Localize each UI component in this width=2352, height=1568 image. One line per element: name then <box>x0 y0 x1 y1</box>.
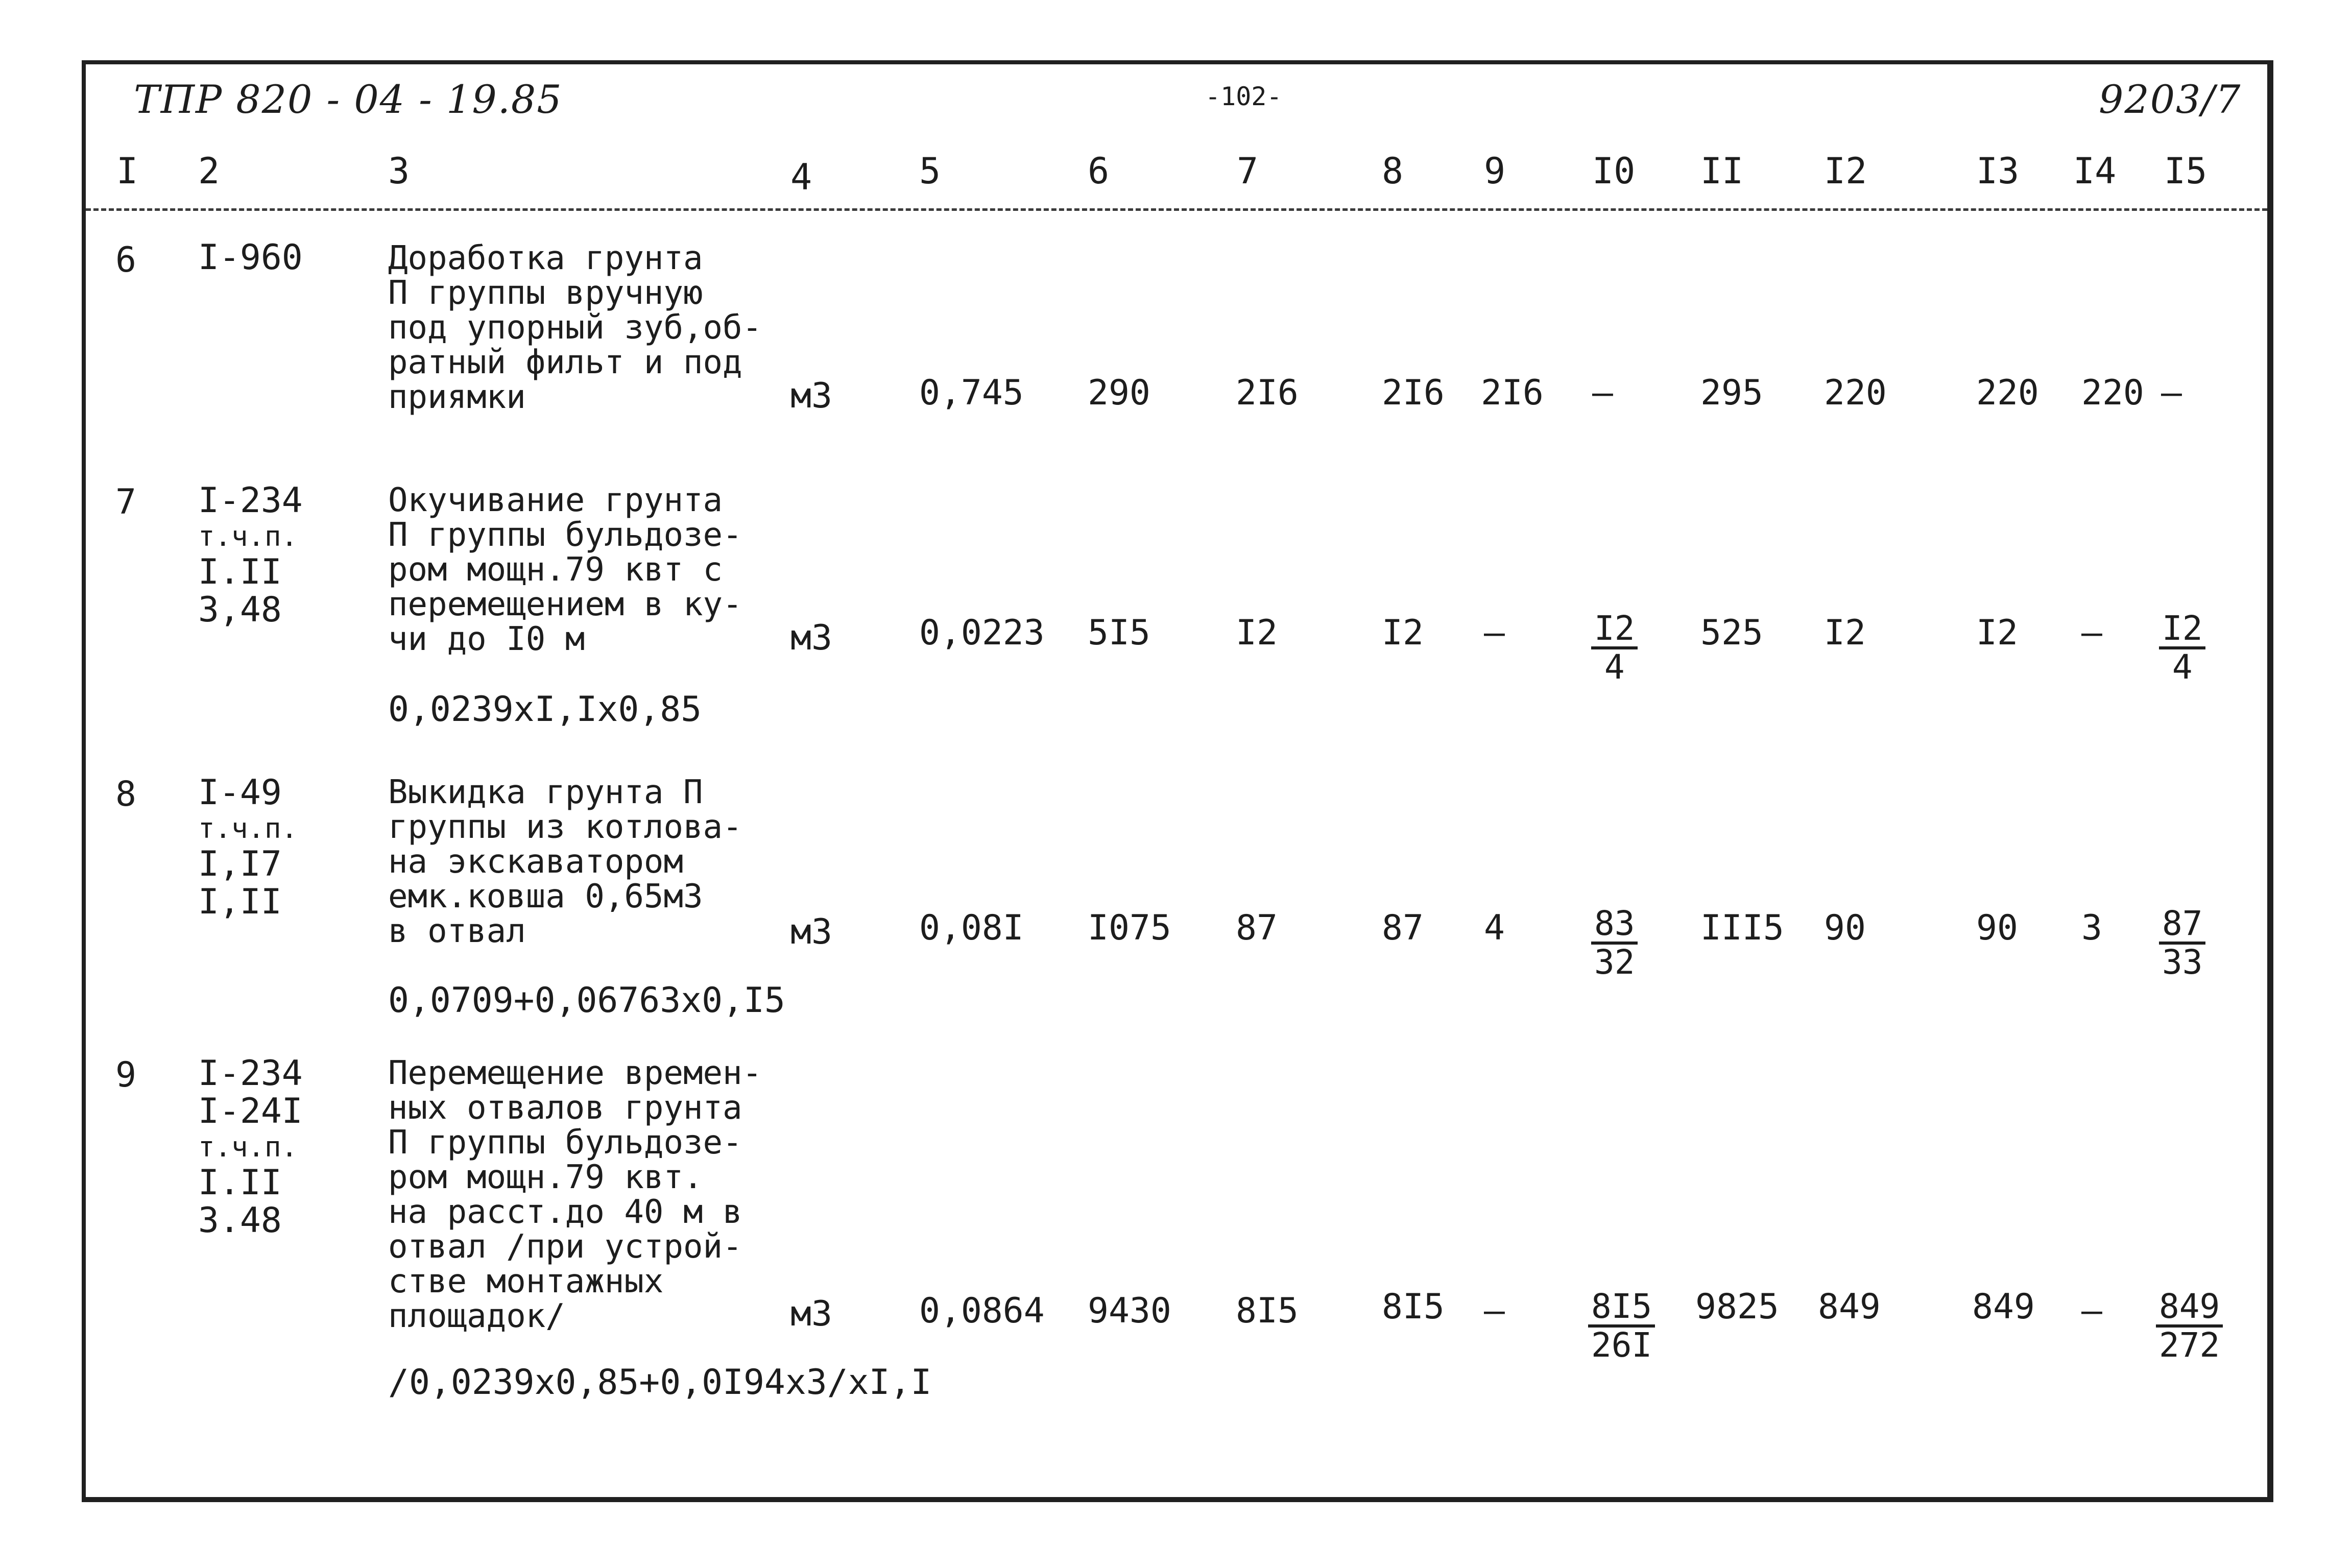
description-line: П группы бульдозе- <box>388 516 742 554</box>
fraction-col15 <box>2159 611 2205 685</box>
unit: м3 <box>790 376 832 416</box>
fraction-col10 <box>1588 1289 1655 1363</box>
cell-col5: 0,0223 <box>919 613 1045 653</box>
cell-col5: 0,08I <box>919 908 1024 948</box>
description-line: под упорный зуб,об- <box>388 309 762 347</box>
norm-code-line: I,II <box>198 882 282 922</box>
norm-code-line: I-234 <box>198 480 303 521</box>
row-number: 7 <box>115 482 136 522</box>
fraction-col10 <box>1591 906 1638 980</box>
fraction-numerator: I2 <box>1591 611 1638 649</box>
cell-col12: 849 <box>1818 1287 1881 1327</box>
fraction-denominator: 32 <box>1594 943 1635 982</box>
fraction-denominator: 272 <box>2159 1325 2220 1365</box>
cell-col8: I2 <box>1382 613 1424 653</box>
col-header-13: I3 <box>1976 150 2020 192</box>
cell-col8: 2I6 <box>1382 373 1445 413</box>
fraction-col10 <box>1591 611 1638 685</box>
description-line: на экскаватором <box>388 843 683 881</box>
unit: м3 <box>790 618 832 658</box>
description-line: Доработка грунта <box>388 239 703 277</box>
norm-code-line: 3,48 <box>198 590 282 630</box>
description-line: перемещением в ку- <box>388 586 742 623</box>
fraction-col15 <box>2159 906 2205 980</box>
cell-col14: – <box>2081 1291 2102 1331</box>
description-line: П группы вручную <box>388 274 703 312</box>
cell-col13: I2 <box>1976 613 2018 653</box>
cell-col13: 90 <box>1976 908 2018 948</box>
fraction-denominator: 26I <box>1591 1325 1652 1365</box>
col-header-14: I4 <box>2073 150 2117 192</box>
cell-col11: 9825 <box>1695 1287 1779 1327</box>
fraction-col15 <box>2156 1289 2223 1363</box>
sheet-code: 9203/7 <box>2099 77 2242 122</box>
work-description <box>388 775 742 949</box>
fraction-numerator: 849 <box>2156 1289 2223 1328</box>
norm-code-line: I-24I <box>198 1091 303 1131</box>
col-header-6: 6 <box>1088 150 1110 192</box>
cell-col12: 90 <box>1824 908 1866 948</box>
col-header-7: 7 <box>1237 150 1259 192</box>
col-header-10: I0 <box>1592 150 1636 192</box>
cell-col9: – <box>1484 1291 1505 1331</box>
cell-col9: 2I6 <box>1481 373 1544 413</box>
cell-col13: 220 <box>1976 373 2039 413</box>
description-line: Выкидка грунта П <box>388 774 703 811</box>
description-line: ратный фильт и под <box>388 344 742 381</box>
norm-code-line: т.ч.п. <box>198 520 298 552</box>
work-description <box>388 1056 762 1334</box>
fraction-numerator: 87 <box>2159 906 2205 945</box>
row-number: 8 <box>115 774 136 814</box>
cell-col7: 8I5 <box>1236 1291 1299 1331</box>
norm-code-line: I-234 <box>198 1053 303 1094</box>
calculation-formula: 0,0709+0,06763x0,I5 <box>388 980 785 1021</box>
cell-col14: – <box>2081 613 2102 653</box>
col-header-12: I2 <box>1824 150 1867 192</box>
work-description <box>388 241 762 415</box>
cell-col7: I2 <box>1236 613 1278 653</box>
description-line: в отвал <box>388 912 526 950</box>
fraction-numerator: 83 <box>1591 906 1638 945</box>
description-line: ных отвалов грунта <box>388 1089 742 1127</box>
cell-col8: 87 <box>1382 908 1424 948</box>
header-divider <box>86 208 2267 211</box>
col-header-1: I <box>116 150 138 192</box>
document-code: ТПР 820 - 04 - 19.85 <box>134 77 563 122</box>
row-number: 6 <box>115 240 136 280</box>
norm-code-line: т.ч.п. <box>198 1131 298 1163</box>
description-line: емк.ковша 0,65м3 <box>388 878 703 915</box>
col-header-9: 9 <box>1484 150 1506 192</box>
norm-code-line: I,I7 <box>198 844 282 884</box>
description-line: чи до I0 м <box>388 620 585 658</box>
fraction-denominator: 33 <box>2162 943 2203 982</box>
fraction-denominator: 4 <box>2172 647 2193 687</box>
cell-col5: 0,0864 <box>919 1291 1045 1331</box>
description-line: Перемещение времен- <box>388 1054 762 1092</box>
cell-col12: I2 <box>1824 613 1866 653</box>
description-line: приямки <box>388 378 526 416</box>
norm-code-line: I.II <box>198 1163 282 1203</box>
fraction-numerator: 8I5 <box>1588 1289 1655 1328</box>
norm-code-line: 3.48 <box>198 1200 282 1241</box>
cell-col13: 849 <box>1972 1287 2035 1327</box>
col-header-2: 2 <box>198 150 220 192</box>
norm-code <box>198 239 303 277</box>
cell-col14: 3 <box>2081 908 2102 948</box>
calculation-formula: /0,0239x0,85+0,0I94x3/xI,I <box>388 1362 932 1403</box>
col-header-8: 8 <box>1382 150 1404 192</box>
norm-code-line: I.II <box>198 552 282 592</box>
cell-col6: 9430 <box>1088 1291 1171 1331</box>
cell-col7: 87 <box>1236 908 1278 948</box>
cell-col9: – <box>1484 613 1505 653</box>
norm-code <box>198 1055 303 1240</box>
norm-code-line: I-49 <box>198 773 282 813</box>
description-line: площадок/ <box>388 1297 565 1335</box>
cell-col5: 0,745 <box>919 373 1024 413</box>
description-line: группы из котлова- <box>388 808 742 846</box>
cell-col11: 525 <box>1700 613 1763 653</box>
calculation-formula: 0,0239xI,Ix0,85 <box>388 689 702 730</box>
row-number: 9 <box>115 1055 136 1095</box>
cell-col6: 290 <box>1088 373 1150 413</box>
cell-col14: 220 <box>2081 373 2144 413</box>
description-line: на расст.до 40 м в <box>388 1193 742 1231</box>
col-header-15: I5 <box>2164 150 2207 192</box>
description-line: ром мощн.79 квт. <box>388 1159 703 1196</box>
norm-code-line: I-960 <box>198 237 303 278</box>
unit: м3 <box>790 1294 832 1334</box>
cell-col12: 220 <box>1824 373 1887 413</box>
norm-code-line: т.ч.п. <box>198 812 298 845</box>
norm-code <box>198 482 303 629</box>
cell-col6: I075 <box>1088 908 1171 948</box>
col-header-5: 5 <box>919 150 941 192</box>
description-line: П группы бульдозе- <box>388 1124 742 1162</box>
work-description <box>388 483 742 657</box>
col-header-11: II <box>1700 150 1744 192</box>
cell-col6: 5I5 <box>1088 613 1150 653</box>
description-line: ром мощн.79 квт с <box>388 551 723 589</box>
description-line: отвал /при устрой- <box>388 1228 742 1266</box>
page-number: -102- <box>1205 82 1282 111</box>
norm-code <box>198 774 298 921</box>
cell-col8: 8I5 <box>1382 1287 1445 1327</box>
cell-col9: 4 <box>1484 908 1505 948</box>
cell-col15: – <box>2161 373 2182 413</box>
description-line: стве монтажных <box>388 1263 664 1300</box>
cell-col10: – <box>1592 373 1613 413</box>
unit: м3 <box>790 912 832 952</box>
col-header-4: 4 <box>790 156 812 198</box>
cell-col11: 295 <box>1700 373 1763 413</box>
cell-col11: III5 <box>1700 908 1784 948</box>
description-line: Окучивание грунта <box>388 481 723 519</box>
fraction-numerator: I2 <box>2159 611 2205 649</box>
cell-col7: 2I6 <box>1236 373 1299 413</box>
fraction-denominator: 4 <box>1604 647 1625 687</box>
col-header-3: 3 <box>388 150 410 192</box>
